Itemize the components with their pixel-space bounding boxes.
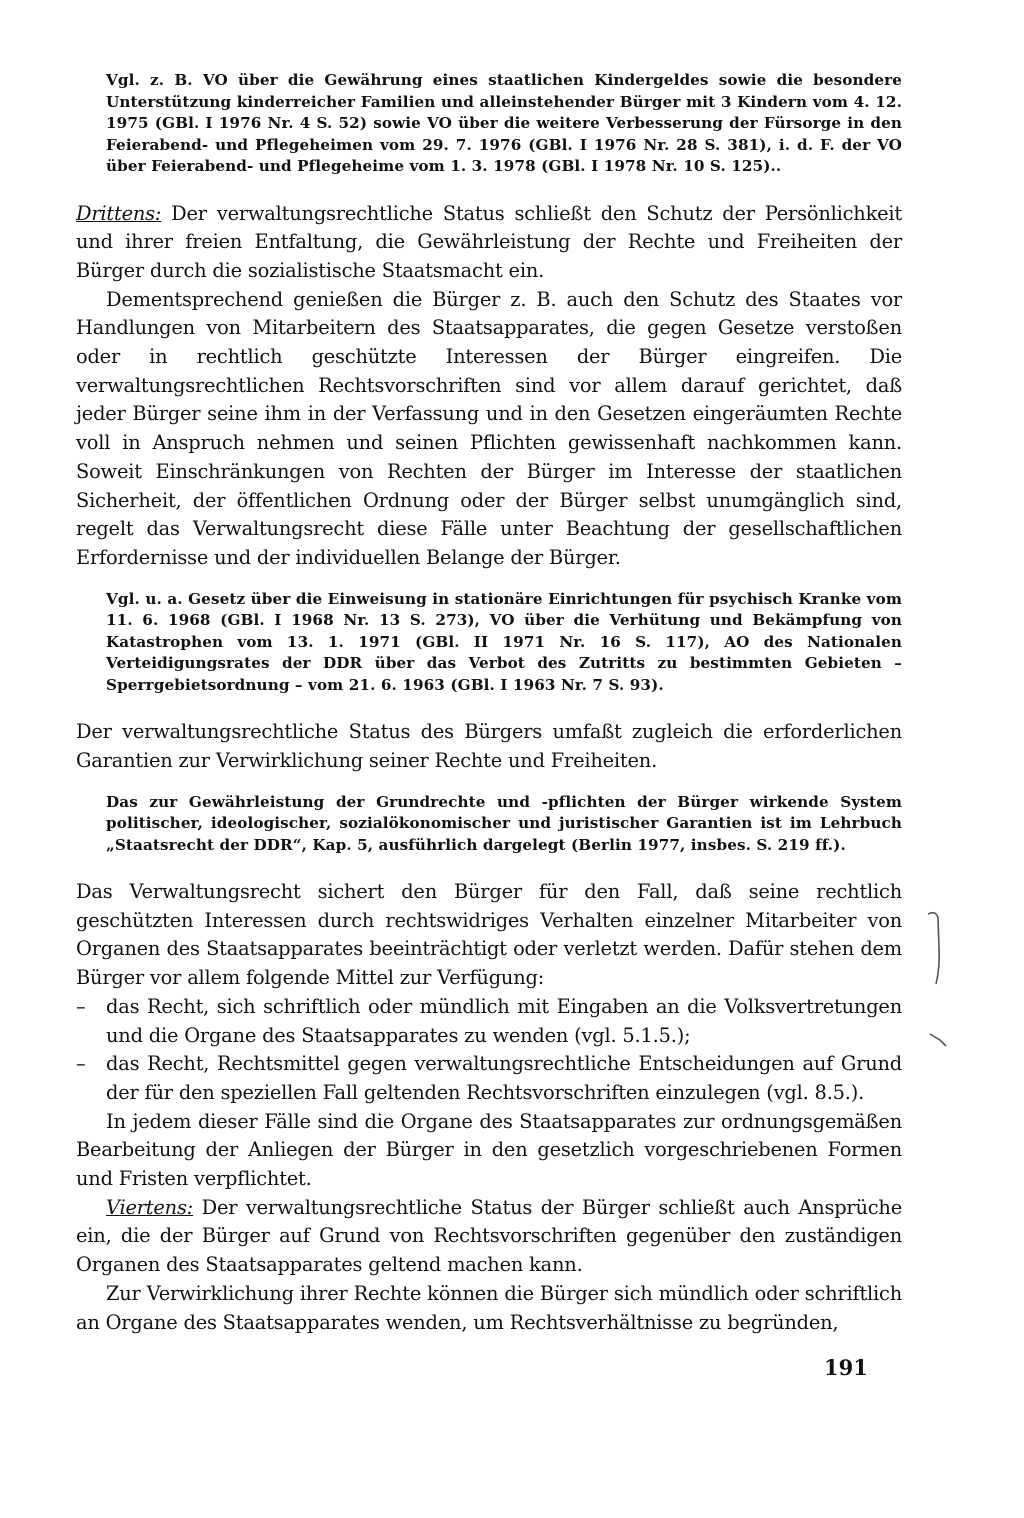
page-content: [76, 70, 902, 1337]
list-dash: –: [76, 994, 86, 1018]
paragraph-lead-viertens: Viertens:: [106, 1195, 194, 1219]
list-item: [76, 1050, 902, 1107]
footnote-1: Vgl. z. B. VO über die Gewährung eines staatlichen Kindergeldes sowie die besondere Unterstützung kinderreicher Familien und alleinstehender Bürger mit 3 Kindern vom 4. 12. 1975 (GBl. I 1976 Nr. 4 S. 52) sowie VO über die weitere Verbesserung der Fürsorge in den Feierabend- und Pflegeheimen vom 29. 7. 1976 (GBl. I 1976 Nr. 28 S. 381), i. d. F. der VO über Feierabend- und Pflegeheime vom 1. 3. 1978 (GBl. I 1978 Nr. 10 S. 125)..: [106, 71, 902, 175]
list-item: [76, 993, 902, 1050]
paragraph-text: Der verwaltungsrechtliche Status schließt den Schutz der Persönlichkeit und ihrer freien Entfaltung, die Gewährleistung der Rechte und Freiheiten der Bürger durch die sozialistische Staatsmacht ein.: [76, 201, 902, 282]
list-item-text: das Recht, Rechtsmittel gegen verwaltungsrechtliche Entscheidungen auf Grund der für den speziellen Fall geltenden Rechtsvorschriften einzulegen (vgl. 8.5.).: [106, 1052, 902, 1104]
list-item-text: das Recht, sich schriftlich oder mündlich mit Eingaben an die Volksvertretungen und die Organe des Staatsapparates zu wenden (vgl. 5.1.5.);: [106, 994, 902, 1047]
paragraph-zur-verwirklichung: Zur Verwirklichung ihrer Rechte können die Bürger sich mündlich oder schriftlich an Organe des Staatsapparates wenden, um Rechtsverhältnisse zu begründen,: [76, 1281, 902, 1334]
paragraph-viertens: [76, 1194, 902, 1280]
footnote-2: Vgl. u. a. Gesetz über die Einweisung in stationäre Einrichtungen für psychisch Kranke vom 11. 6. 1968 (GBl. I 1968 Nr. 13 S. 273), VO über die Verhütung und Bekämpfung von Katastrophen vom 13. 1. 1971 (GBl. II 1971 Nr. 16 S. 117), AO des Nationalen Verteidigungsrates der DDR über das Verbot des Zutritts zu bestimmten Gebieten – Sperrgebietsordnung – vom 21. 6. 1963 (GBl. I 1963 Nr. 7 S. 93).: [106, 589, 902, 694]
footnote-3: Das zur Gewährleistung der Grundrechte und -pflichten der Bürger wirkende System politischer, ideologischer, sozialökonomischer und juristischer Garantien ist im Lehrbuch „Staatsrecht der DDR“, Kap. 5, ausführlich dargelegt (Berlin 1977, insbes. S. 219 ff.).: [106, 792, 902, 854]
paragraph-text: Der verwaltungsrechtliche Status der Bürger schließt auch Ansprüche ein, die der Bürger auf Grund von Rechtsvorschriften gegenüber den zuständigen Organen des Staatsapparates geltend machen kann.: [76, 1195, 902, 1277]
paragraph-status-garantien: Der verwaltungsrechtliche Status des Bürgers umfaßt zugleich die erforderlichen Garantien zur Verwirklichung seiner Rechte und Freiheiten.: [76, 720, 902, 772]
margin-tick-mark: [926, 1030, 956, 1054]
paragraph-drittens: [76, 200, 902, 286]
page-number: 191: [824, 1355, 868, 1380]
list-dash: –: [76, 1052, 86, 1076]
paragraph-in-jedem: In jedem dieser Fälle sind die Organe des Staatsapparates zur ordnungsgemäßen Bearbeitung der Anliegen der Bürger in den gesetzlich vorgeschriebenen Formen und Fristen verpflichtet.: [76, 1109, 902, 1191]
paragraph-verwaltungsrecht-sichert: Das Verwaltungsrecht sichert den Bürger für den Fall, daß seine rechtlich geschützten Interessen durch rechtswidriges Verhalten einzelner Mitarbeiter von Organen des Staatsapparates beeinträchtigt oder verletzt werden. Dafür stehen dem Bürger vor allem folgende Mittel zur Verfügung:: [76, 880, 902, 990]
paragraph-dementsprechend: Dementsprechend genießen die Bürger z. B. auch den Schutz des Staates vor Handlungen von Mitarbeitern des Staatsapparates, die gegen Gesetze verstoßen oder in rechtlich geschützte Interessen der Bürger eingreifen. Die verwaltungsrechtlichen Rechtsvorschriften sind vor allem darauf gerichtet, daß jeder Bürger seine ihm in der Verfassung und in den Gesetzen eingeräumten Rechte voll in Anspruch nehmen und seinen Pflichten gewissenhaft nachkommen kann. Soweit Einschränkungen von Rechten der Bürger im Interesse der staatlichen Sicherheit, der öffentlichen Ordnung oder der Bürger selbst unumgänglich sind, regelt das Verwaltungsrecht diese Fälle unter Beachtung der gesellschaftlichen Erfordernisse und der individuellen Belange der Bürger.: [76, 287, 902, 569]
margin-bracket-mark: [922, 908, 952, 988]
paragraph-lead-drittens: Drittens:: [76, 201, 162, 225]
